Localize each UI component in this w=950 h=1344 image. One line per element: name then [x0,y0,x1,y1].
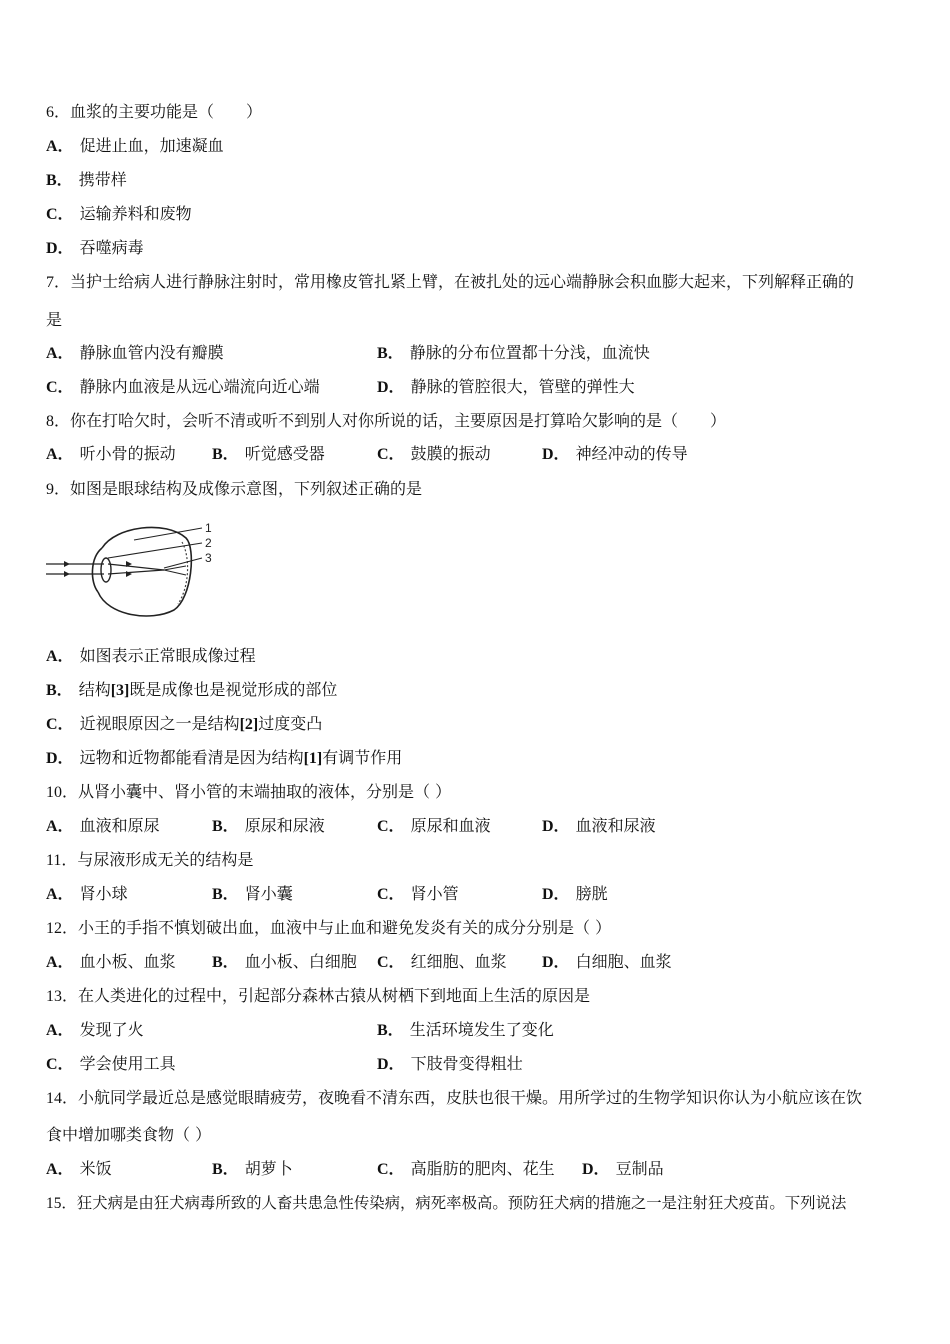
option-text: 静脉血管内没有瓣膜 [79,343,224,362]
option-letter: C． [46,379,74,396]
option-letter: A． [46,446,74,463]
option-text: 原尿和尿液 [244,816,325,835]
question-8-stem [46,411,726,431]
q13-option-c[interactable] [46,1054,176,1074]
q8-option-c[interactable] [377,444,491,464]
option-letter: C． [46,206,74,223]
q11-option-a[interactable] [46,884,128,904]
option-letter: D． [542,886,570,903]
option-text: 血小板、血浆 [79,952,176,971]
q6-option-a[interactable] [46,136,224,156]
option-text: 肾小管 [410,884,459,903]
option-letter: B． [46,172,73,189]
option-text-pre: 近视眼原因之一是结构 [79,714,240,733]
option-letter: B． [212,954,239,971]
label-3: 3 [205,551,212,565]
question-number: 8． [46,413,71,430]
question-15-stem [46,1193,846,1213]
option-letter: A． [46,648,74,665]
option-text-pre: 远物和近物都能看清是因为结构 [79,748,304,767]
q7-option-c[interactable] [46,377,320,397]
option-text: 豆制品 [615,1159,664,1178]
structure-ref: [3] [110,682,130,699]
q11-option-c[interactable] [377,884,459,904]
option-text: 静脉的管腔很大，管壁的弹性大 [410,377,635,396]
question-number: 12． [46,920,79,937]
option-letter: C． [46,1056,74,1073]
option-text: 血液和尿液 [575,816,656,835]
q13-option-b[interactable] [377,1020,554,1040]
q10-option-c[interactable] [377,816,491,836]
question-text: 食中增加哪类食物（ ） [46,1125,212,1144]
option-text: 白细胞、血浆 [575,952,672,971]
option-letter: D． [582,1161,610,1178]
question-number: 6． [46,104,71,121]
question-13-stem [46,986,590,1006]
option-text: 高脂肪的肥肉、花生 [410,1159,555,1178]
q8-option-a[interactable] [46,444,176,464]
q8-option-b[interactable] [212,444,325,464]
question-10-stem [46,782,451,802]
option-text: 胡萝卜 [244,1159,293,1178]
q12-option-b[interactable] [212,952,357,972]
option-text-pre: 结构 [78,680,111,699]
arrow-head [64,571,70,577]
q6-option-c[interactable] [46,204,192,224]
question-7-stem-cont [46,310,62,330]
option-letter: A． [46,1161,74,1178]
option-letter: B． [212,886,239,903]
question-9-stem [46,479,422,499]
option-letter: C． [377,818,405,835]
question-number: 9． [46,481,71,498]
option-letter: D． [542,818,570,835]
q12-option-d[interactable] [542,952,672,972]
question-14-stem [46,1088,862,1108]
q14-option-c[interactable] [377,1159,555,1179]
question-number: 14． [46,1090,79,1107]
option-letter: A． [46,1022,74,1039]
option-letter: D． [377,1056,405,1073]
q6-option-d[interactable] [46,238,144,258]
option-text: 肾小球 [79,884,128,903]
option-letter: A． [46,954,74,971]
q7-option-b[interactable] [377,343,650,363]
q12-option-c[interactable] [377,952,507,972]
option-text: 鼓膜的振动 [410,444,491,463]
option-text: 静脉内血液是从远心端流向近心端 [79,377,320,396]
question-number: 13． [46,988,79,1005]
q9-option-c[interactable] [46,714,322,734]
refracted-ray [108,570,164,574]
arrow-head [64,561,70,567]
refracted-ray [164,570,186,575]
question-number: 11． [46,852,78,869]
q9-option-b[interactable] [46,680,337,700]
option-letter: B． [212,446,239,463]
q13-option-a[interactable] [46,1020,144,1040]
option-text: 血液和原尿 [79,816,160,835]
q12-option-a[interactable] [46,952,176,972]
question-7-stem [46,272,854,292]
option-text: 运输养料和废物 [79,204,192,223]
option-letter: D． [46,240,74,257]
question-6-stem [46,102,262,122]
q11-option-d[interactable] [542,884,608,904]
label-2: 2 [205,536,212,550]
option-text: 静脉的分布位置都十分浅，血流快 [409,343,650,362]
option-text: 听小骨的振动 [79,444,176,463]
option-text: 学会使用工具 [79,1054,176,1073]
q7-option-a[interactable] [46,343,224,363]
option-letter: D． [377,379,405,396]
option-letter: B． [377,345,404,362]
question-text: 是 [46,310,63,329]
q13-option-d[interactable] [377,1054,523,1074]
option-text: 膀胱 [575,884,608,903]
q14-option-d[interactable] [582,1159,664,1179]
leader-line-2 [108,543,202,558]
option-text: 肾小囊 [244,884,293,903]
option-letter: B． [212,1161,239,1178]
option-letter: C． [46,716,74,733]
option-text: 听觉感受器 [244,444,325,463]
option-letter: B． [212,818,239,835]
option-letter: A． [46,345,74,362]
question-number: 15． [46,1195,77,1212]
option-letter: B． [377,1022,404,1039]
structure-ref: [2] [239,716,259,733]
question-text: 你在打哈欠时，会听不清或听不到别人对你所说的话，主要原因是打算哈欠影响的是（ ） [70,411,727,430]
option-text: 米饭 [79,1159,112,1178]
option-letter: B． [46,682,73,699]
question-text: 从肾小囊中、肾小管的末端抽取的液体，分别是（ ） [78,782,452,801]
option-text: 原尿和血液 [410,816,491,835]
option-text: 过度变凸 [258,714,323,733]
option-text: 促进止血，加速凝血 [79,136,224,155]
option-text: 神经冲动的传导 [575,444,688,463]
option-letter: D． [542,446,570,463]
q14-option-b[interactable] [212,1159,293,1179]
refracted-ray [108,564,164,570]
question-number: 10． [46,784,79,801]
option-text: 有调节作用 [322,748,403,767]
q10-option-d[interactable] [542,816,656,836]
eye-structure-diagram [46,518,222,622]
option-text: 携带样 [78,170,127,189]
option-letter: C． [377,446,405,463]
option-text: 如图表示正常眼成像过程 [79,646,256,665]
question-number: 7． [46,274,71,291]
q8-option-d[interactable] [542,444,688,464]
option-text: 吞噬病毒 [79,238,144,257]
question-text: 在人类进化的过程中，引起部分森林古猿从树栖下到地面上生活的原因是 [78,986,591,1005]
option-text: 既是成像也是视觉形成的部位 [129,680,338,699]
structure-ref: [1] [303,750,323,767]
option-letter: A． [46,886,74,903]
option-text: 血小板、白细胞 [244,952,357,971]
question-text: 与尿液形成无关的结构是 [77,850,254,869]
option-text: 红细胞、血浆 [410,952,507,971]
q9-option-a[interactable] [46,646,256,666]
option-letter: A． [46,818,74,835]
question-text: 血浆的主要功能是（ ） [70,102,263,121]
option-letter: C． [377,886,405,903]
question-11-stem [46,850,253,870]
q11-option-b[interactable] [212,884,293,904]
question-14-stem-cont [46,1125,211,1145]
q14-option-a[interactable] [46,1159,112,1179]
question-text: 如图是眼球结构及成像示意图，下列叙述正确的是 [70,479,423,498]
q7-option-d[interactable] [377,377,635,397]
option-letter: D． [542,954,570,971]
q6-option-b[interactable] [46,170,127,190]
option-text: 下肢骨变得粗壮 [410,1054,523,1073]
option-letter: C． [377,954,405,971]
q10-option-b[interactable] [212,816,325,836]
question-text: 小航同学最近总是感觉眼睛疲劳，夜晚看不清东西，皮肤也很干燥。用所学过的生物学知识你认为小航应该在饮 [78,1088,863,1107]
question-text: 小王的手指不慎划破出血，血液中与止血和避免发炎有关的成分分别是（ ） [78,918,612,937]
question-12-stem [46,918,611,938]
question-text: 当护士给病人进行静脉注射时，常用橡皮管扎紧上臂，在被扎处的远心端静脉会积血膨大起来，下列解释正确的 [70,272,855,291]
label-1: 1 [205,521,212,535]
option-letter: A． [46,138,74,155]
lens [101,558,111,582]
question-text: 狂犬病是由狂犬病毒所致的人畜共患急性传染病，病死率极高。预防狂犬病的措施之一是注射狂犬疫苗。下列说法 [76,1194,847,1212]
option-letter: C． [377,1161,405,1178]
option-text: 发现了火 [79,1020,144,1039]
q9-option-d[interactable] [46,748,402,768]
option-letter: D． [46,750,74,767]
q10-option-a[interactable] [46,816,160,836]
option-text: 生活环境发生了变化 [409,1020,554,1039]
